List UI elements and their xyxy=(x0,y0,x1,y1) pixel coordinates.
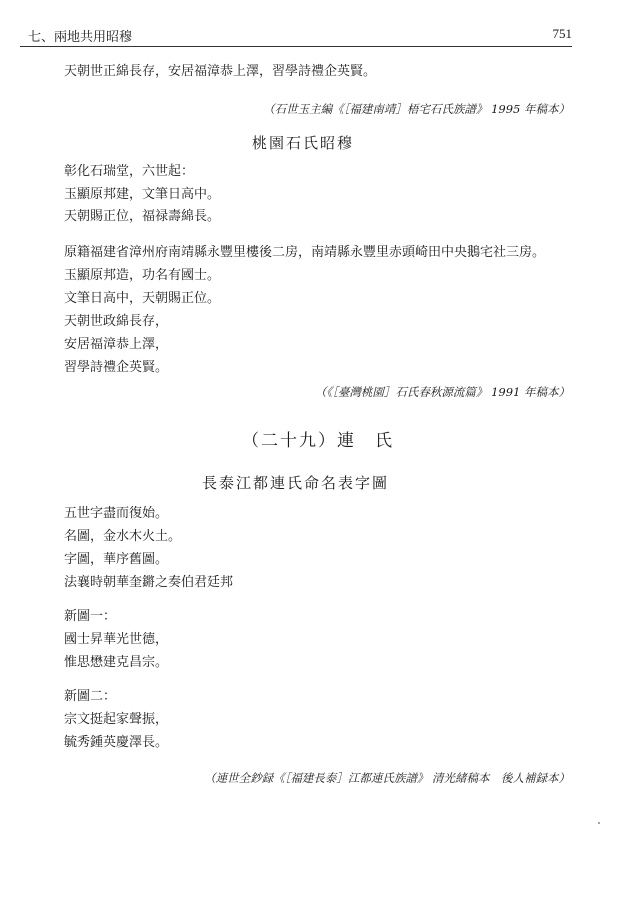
source-citation: （《［臺灣桃園］石氏春秋源流篇》 1991 年稿本） xyxy=(314,385,570,399)
scan-speck xyxy=(598,822,600,824)
text-line: 惟思懋建克昌宗。 xyxy=(64,655,169,670)
text-line: 玉顯原邦建，文筆日高中。 xyxy=(64,187,221,202)
text-line: 國士昇華光世德， xyxy=(64,632,169,647)
text-line: 天朝世政綿長存， xyxy=(64,314,169,329)
text-line: 玉顯原邦造，功名有國士。 xyxy=(64,268,221,283)
section-header-title: 七、兩地共用昭穆 xyxy=(28,30,133,45)
text-line: 文筆日高中，天朝賜正位。 xyxy=(64,291,221,306)
subsection-label: 新圖一： xyxy=(64,609,117,624)
section-title: 桃園石氏昭穆 xyxy=(252,134,355,152)
text-line: 天朝賜正位，福禄壽綿長。 xyxy=(64,209,221,224)
section-title: 長泰江都連氏命名表字圖 xyxy=(202,474,390,492)
text-line: 天朝世正綿長存，安居福漳恭上澤，習學詩禮企英賢。 xyxy=(64,64,377,79)
text-line: 名圖，金水木火土。 xyxy=(64,529,182,544)
text-line: 習學詩禮企英賢。 xyxy=(64,360,169,375)
page-number: 751 xyxy=(552,26,572,41)
subsection-label: 新圖二： xyxy=(64,689,117,704)
text-line: 宗文挺起家聲振， xyxy=(64,712,169,727)
text-line: 安居福漳恭上澤， xyxy=(64,337,169,352)
source-citation: （石世玉主編《［福建南靖］梧宅石氏族譜》 1995 年稿本） xyxy=(263,102,570,116)
text-line: 字圖，華序舊圖。 xyxy=(64,552,169,567)
text-line: 原籍福建省漳州府南靖縣永豐里樓後二房，南靖縣永豐里赤頭崎田中央鵝宅社三房。 xyxy=(64,245,546,260)
text-line: 彰化石瑞堂，六世起： xyxy=(64,164,195,179)
text-line: 毓秀鍾英慶澤長。 xyxy=(64,735,169,750)
running-header xyxy=(20,24,572,47)
text-line: 法襄時朝華奎鏘之奏伯君廷邦 xyxy=(64,575,234,590)
source-citation: （連世全鈔録《［福建長泰］江都連氏族譜》 清光緒稿本 後人補録本） xyxy=(204,771,570,785)
section-heading: （二十九）連 氏 xyxy=(242,431,394,451)
text-line: 五世字盡而復始。 xyxy=(64,506,169,521)
